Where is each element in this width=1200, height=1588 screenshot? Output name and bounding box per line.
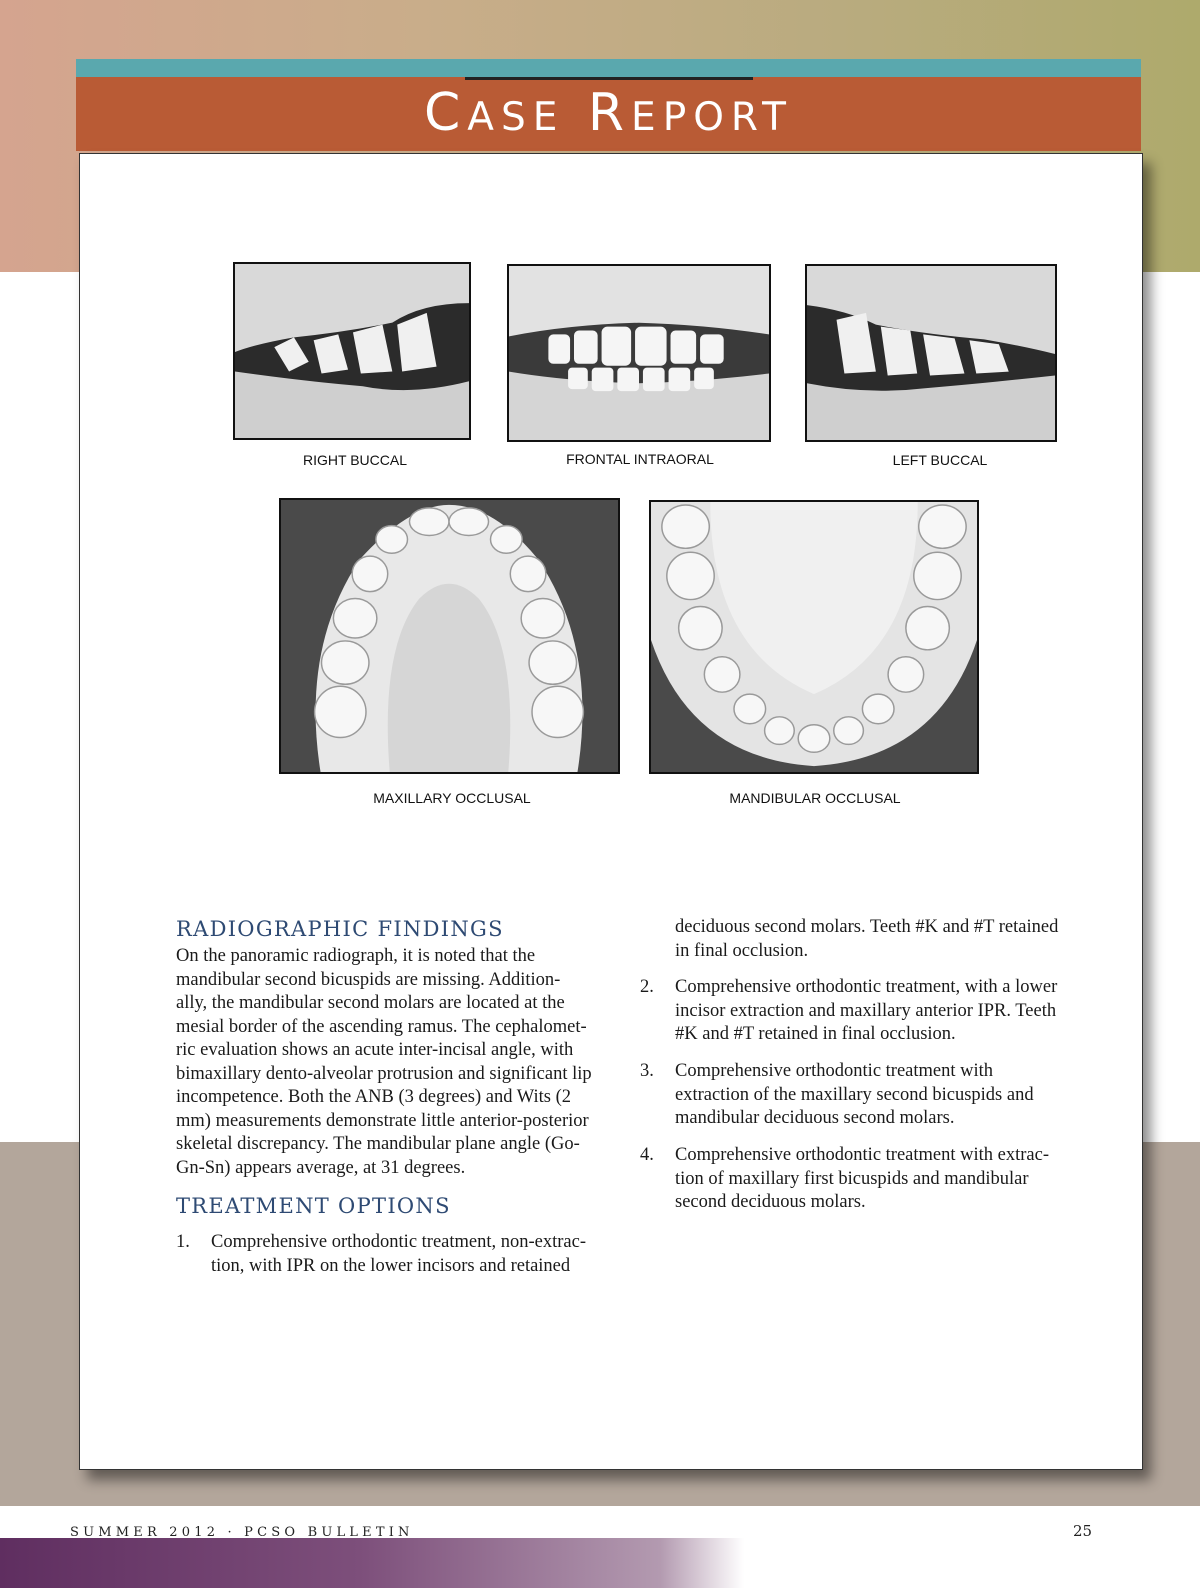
text-line: Comprehensive orthodontic treatment with bbox=[675, 1061, 994, 1081]
text-line: ric evaluation shows an acute inter-incisal angle, with bbox=[176, 1040, 574, 1060]
footer-publication: SUMMER 2012 · PCSO BULLETIN bbox=[70, 1525, 414, 1540]
text-line: Comprehensive orthodontic treatment with extrac- bbox=[675, 1145, 1049, 1165]
text-line: #K and #T retained in final occlusion. bbox=[675, 1024, 956, 1044]
left-buccal-photo bbox=[805, 264, 1057, 442]
content-card bbox=[79, 153, 1143, 1470]
text-line: extraction of the maxillary second bicuspids and bbox=[675, 1084, 1034, 1105]
text-line: bimaxillary dento-alveolar protrusion and significant lip bbox=[176, 1063, 592, 1084]
mandibular-occlusal-photo bbox=[649, 500, 979, 774]
text-line: mandibular second bicuspids are missing. Addition- bbox=[176, 969, 561, 990]
caption-frontal-intraoral: FRONTAL INTRAORAL bbox=[566, 451, 714, 467]
treatment-option-3 bbox=[640, 1060, 1090, 1132]
text-line: ally, the mandibular second molars are located at the bbox=[176, 993, 565, 1013]
text-line: in final occlusion. bbox=[675, 940, 809, 961]
caption-mandibular-occlusal: MANDIBULAR OCCLUSAL bbox=[729, 790, 901, 806]
treatment-option-2 bbox=[640, 976, 1090, 1048]
text-line: skeletal discrepancy. The mandibular plane angle (Go- bbox=[176, 1134, 580, 1154]
radiographic-findings-paragraph bbox=[176, 945, 626, 1180]
list-number: 2. bbox=[640, 977, 654, 997]
list-number: 1. bbox=[176, 1232, 190, 1252]
text-line: tion, with IPR on the lower incisors and retained bbox=[211, 1255, 571, 1276]
radiographic-findings-heading: RADIOGRAPHIC FINDINGS bbox=[176, 917, 504, 941]
text-line: On the panoramic radiograph, it is noted that the bbox=[176, 946, 536, 966]
text-line: mesial border of the ascending ramus. The cephalomet- bbox=[176, 1016, 587, 1037]
page-title: CASE REPORT bbox=[423, 83, 793, 143]
text-line: incisor extraction and maxillary anterior IPR. Teeth bbox=[675, 1000, 1057, 1021]
text-line: Comprehensive orthodontic treatment, non-extrac- bbox=[211, 1232, 587, 1252]
text-line: mm) measurements demonstrate little anterior-posterior bbox=[176, 1110, 589, 1131]
text-line: Comprehensive orthodontic treatment, with a lower bbox=[675, 977, 1058, 997]
treatment-option-1-part-b bbox=[640, 916, 1090, 966]
treatment-option-4 bbox=[640, 1144, 1090, 1216]
text-line: second deciduous molars. bbox=[675, 1192, 866, 1212]
treatment-option-1-part-a bbox=[176, 1231, 616, 1281]
page-number: 25 bbox=[1073, 1522, 1093, 1540]
maxillary-occlusal-photo bbox=[279, 498, 620, 774]
text-line: tion of maxillary first bicuspids and mandibular bbox=[675, 1168, 1029, 1189]
text-line: mandibular deciduous second molars. bbox=[675, 1108, 955, 1128]
caption-maxillary-occlusal: MAXILLARY OCCLUSAL bbox=[373, 790, 531, 806]
caption-left-buccal: LEFT BUCCAL bbox=[892, 452, 988, 468]
frontal-intraoral-photo bbox=[507, 264, 771, 442]
text-line: incompetence. Both the ANB (3 degrees) and Wits (2 bbox=[176, 1087, 572, 1107]
text-line: deciduous second molars. Teeth #K and #T retained bbox=[675, 917, 1059, 937]
text-line: Gn-Sn) appears average, at 31 degrees. bbox=[176, 1157, 466, 1178]
caption-right-buccal: RIGHT BUCCAL bbox=[303, 452, 407, 468]
footer-gradient-strip bbox=[0, 1538, 1200, 1588]
list-number: 3. bbox=[640, 1061, 654, 1081]
list-number: 4. bbox=[640, 1145, 654, 1165]
treatment-options-heading: TREATMENT OPTIONS bbox=[176, 1194, 451, 1218]
right-buccal-photo bbox=[233, 262, 471, 440]
teal-accent-bar bbox=[76, 59, 1141, 77]
